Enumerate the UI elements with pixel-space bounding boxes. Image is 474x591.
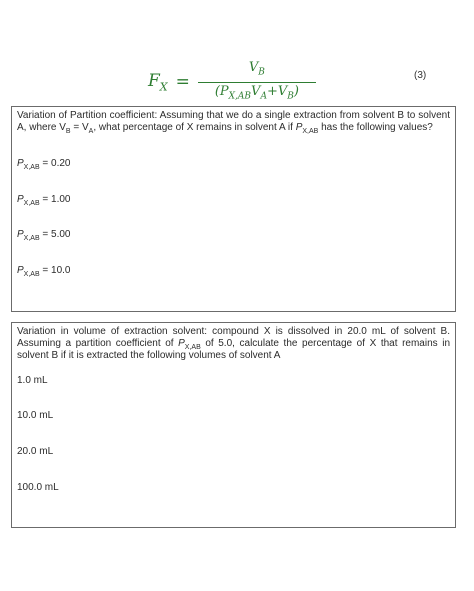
partition-prompt-p: P <box>295 122 303 133</box>
den-vb-symbol: V <box>277 83 288 99</box>
den-va-symbol: V <box>251 83 261 99</box>
den-p-subscript: X,AB <box>228 91 252 102</box>
volume-item: 100.0 mL <box>17 482 59 493</box>
volume-prompt-text-1: Variation in volume of extraction solvent: compound X is dissolved in 20.0 mL of solvent B. Assuming a partition coefficient of <box>17 326 450 349</box>
partition-coefficient-box <box>11 106 456 312</box>
partition-prompt-sub-a: A <box>88 128 94 135</box>
lhs-subscript: X <box>159 80 168 94</box>
volume-prompt-text-2: of 5.0, calculate the percentage of X that remains in solvent B if it is extracted the following volumes of solvent A <box>17 338 451 361</box>
item-value: = 1.00 <box>39 194 71 205</box>
item-value: = 10.0 <box>39 265 71 276</box>
fraction-numerator <box>245 60 269 82</box>
partition-prompt-text-1: Variation of Partition coefficient: Assuming that we do a single extraction from solvent B to solvent A, where V <box>17 110 450 133</box>
partition-item <box>17 229 70 240</box>
den-plus: + <box>266 83 278 99</box>
equation-formula <box>148 60 316 104</box>
item-symbol: P <box>17 158 24 169</box>
partition-prompt-text-3: , what percentage of X remains in solvent A if <box>93 122 296 133</box>
den-open-paren: ( <box>214 83 220 99</box>
item-value: = 5.00 <box>39 229 71 240</box>
partition-prompt-sub-b: B <box>65 128 71 135</box>
volume-item: 10.0 mL <box>17 410 54 421</box>
partition-prompt-text-2: = V <box>70 122 89 133</box>
item-symbol: P <box>17 194 24 205</box>
item-value: = 0.20 <box>39 158 71 169</box>
item-subscript: X,AB <box>23 200 40 207</box>
partition-prompt <box>17 110 450 134</box>
volume-prompt-p-sub: X,AB <box>184 344 201 351</box>
fraction-denominator <box>215 83 299 105</box>
extraction-volume-box <box>11 322 456 528</box>
volume-item: 1.0 mL <box>17 375 48 386</box>
item-subscript: X,AB <box>23 164 40 171</box>
numerator-subscript: B <box>258 67 265 78</box>
numerator-symbol: V <box>248 60 259 75</box>
den-p-symbol: P <box>219 83 229 99</box>
equation-fraction <box>198 60 316 104</box>
volume-prompt-p: P <box>178 338 185 349</box>
den-close-paren: ) <box>293 83 299 99</box>
equation-lhs <box>148 71 168 93</box>
volume-prompt <box>17 326 450 362</box>
equals-sign: = <box>175 72 190 93</box>
partition-prompt-text-4: has the following values? <box>318 122 433 133</box>
item-symbol: P <box>17 229 24 240</box>
partition-item <box>17 265 70 276</box>
partition-item <box>17 158 70 169</box>
partition-prompt-p-sub: X,AB <box>302 128 319 135</box>
lhs-symbol: F <box>148 70 160 91</box>
den-va-subscript: A <box>260 91 267 102</box>
item-subscript: X,AB <box>23 271 40 278</box>
partition-item <box>17 194 70 205</box>
item-symbol: P <box>17 265 24 276</box>
equation-number: (3) <box>414 70 427 81</box>
den-vb-subscript: B <box>287 91 294 102</box>
item-subscript: X,AB <box>23 235 40 242</box>
equation-3 <box>0 58 474 102</box>
volume-item: 20.0 mL <box>17 446 54 457</box>
